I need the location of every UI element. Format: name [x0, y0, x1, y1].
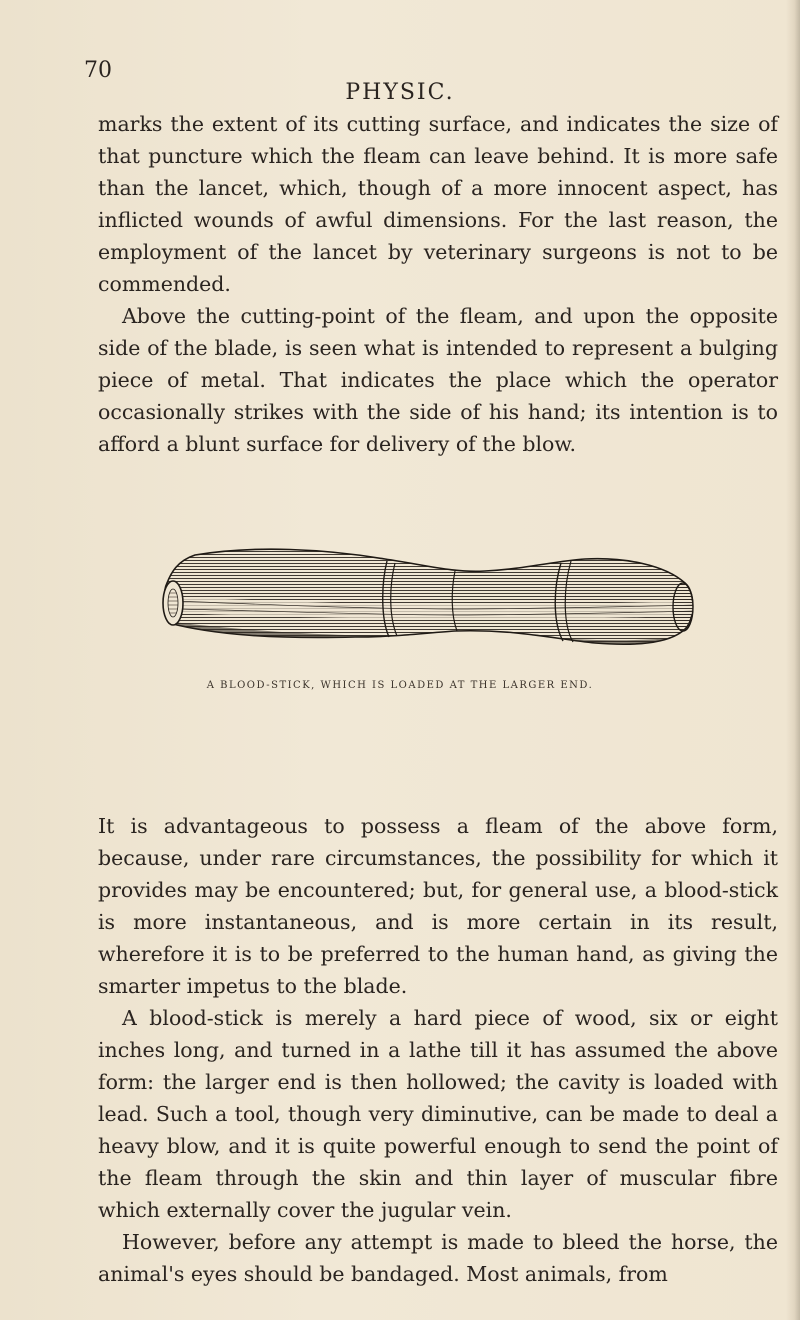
blood-stick-engraving [155, 535, 705, 655]
paragraph: A blood-stick is merely a hard piece of wood, six or eight inches long, and turned in a lathe till it has assumed the above form: the larger end is then hollowed; the cavity is loaded with lead. Such a tool, though very diminutive, can be made to deal a heavy blow, and it is quite powerful enough to send the point of the fleam through the skin and thin layer of muscular fibre which externally cover the jugular vein. [98, 1006, 778, 1222]
page-number: 70 [84, 58, 112, 83]
page-edge-shadow [786, 0, 800, 1320]
text-block-bottom [98, 810, 778, 1290]
paragraph: Above the cutting-point of the fleam, and upon the opposite side of the blade, is seen what is intended to represent a bulging piece of metal. That indicates the place which the operator occasionally strikes with the side of his hand; its intention is to afford a blunt surface for delivery of the blow. [98, 304, 778, 456]
paragraph: However, before any attempt is made to bleed the horse, the animal's eyes should be bandaged. Most animals, from [98, 1230, 778, 1286]
blood-stick-illustration [155, 535, 705, 655]
figure-caption: A BLOOD-STICK, WHICH IS LOADED AT THE LARGER END. [206, 680, 594, 691]
running-head: PHYSIC. [345, 80, 455, 105]
text-block-top [98, 108, 778, 460]
paragraph: marks the extent of its cutting surface, and indicates the size of that puncture which the fleam can leave behind. It is more safe than the lancet, which, though of a more innocent aspect, has inflicted wounds of awful dimensions. For the last reason, the employment of the lancet by veterinary surgeons is not to be commended. [98, 112, 778, 296]
paragraph: It is advantageous to possess a fleam of the above form, because, under rare circumstances, the possibility for which it provides may be encountered; but, for general use, a blood-stick is more instantaneous, and is more certain in its result, wherefore it is to be preferred to the human hand, as giving the smarter impetus to the blade. [98, 814, 778, 998]
